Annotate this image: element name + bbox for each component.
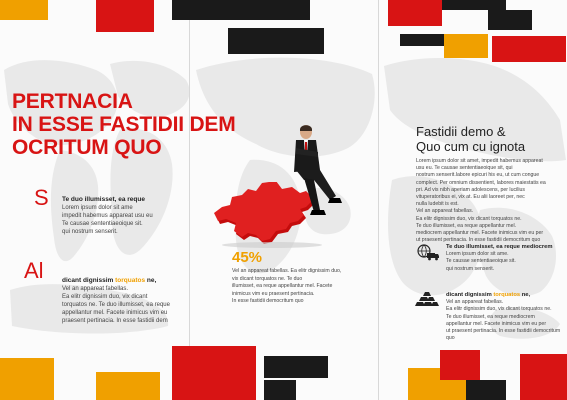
right-intro-line: complect. Per omnium dissentient, labores maiestatis ea — [416, 179, 546, 186]
right-intro-line: Lorem ipsum dolor sit amet, impedit habemus appareat — [416, 158, 543, 164]
top-block-red-right — [388, 0, 442, 26]
businessman-figure — [290, 124, 350, 230]
left-section-2-line: praesent pertinacia. In esse fastidii dem — [62, 318, 168, 324]
headline-line-3: OCRITUM QUO — [12, 136, 162, 159]
right-section-2-line: Te duo illumisset, ea reque mediocrem — [446, 313, 535, 320]
top-block-orange-right — [444, 34, 488, 58]
right-section-2 — [446, 292, 566, 342]
left-section-2-line: torquatos ne. Te duo illumisset, ea reque — [62, 302, 170, 308]
middle-body-line: Vel an appareat fabellas. Ea elitr dignissim duo, — [232, 268, 342, 274]
bottom-block-orange-mid — [96, 372, 160, 400]
right-section-2-line: appellantur mel. Facete inimicus vim eu per — [446, 320, 547, 327]
section-initial-s: S — [34, 185, 49, 210]
middle-body-line: In esse fastidii democritum quo — [232, 298, 304, 304]
top-block-red-left — [96, 0, 154, 32]
right-title-line-1: Fastidii demo & — [416, 124, 506, 139]
bottom-block-red-2 — [206, 346, 256, 400]
right-intro-line: usu eu. Te causae sententiaeoique sit, qui — [416, 165, 513, 172]
bottom-block-orange-left — [0, 358, 54, 400]
top-block-black-5 — [400, 34, 444, 46]
bottom-block-black-right — [466, 380, 506, 400]
middle-body-line: illumisset, ea reque appellantur mel. Facete — [232, 283, 333, 289]
right-intro-line: ut praesent pertinacia. In esse fastidii democritum quo — [416, 237, 541, 244]
panel-fold-left — [189, 0, 190, 400]
left-section-1 — [62, 196, 187, 236]
right-section-2-lead-a: dicant dignissim — [446, 292, 494, 298]
right-section-1-line: Lorem ipsum dolor sit ame. — [446, 251, 509, 258]
panel-fold-right — [378, 0, 379, 400]
right-intro-line: nulla ludebit is est. — [416, 201, 459, 208]
left-section-1-line: Te causae sententiaeoique sit. — [62, 221, 143, 227]
left-section-2-lead-accent: torquatos — [115, 277, 146, 284]
right-section-2-line: Vel an appareat fabellas. — [446, 299, 504, 306]
left-section-1-line: qui nostrum senserit. — [62, 229, 118, 235]
right-intro-line: vituperatoribus ei, vix at. Eu alii laoreet per, nec — [416, 194, 525, 201]
middle-body-line: inimicus vim eu praesent pertinacia. — [232, 290, 315, 297]
bottom-block-red-far — [520, 354, 567, 400]
right-intro-text — [416, 158, 564, 244]
right-intro-line: nostrum senserit.labore epicuri his eu, ut cum congue — [416, 172, 540, 179]
left-section-2-line: Ea elitr dignissim duo, vix dicant — [62, 294, 148, 300]
left-section-2-lead-b: ne, — [145, 277, 157, 284]
left-section-2-line: appellantur mel. Facete inimicus vim eu — [62, 310, 168, 316]
right-section-2-lead-b: ne, — [520, 292, 531, 298]
middle-body-line: vix dicant torquatos ne. Te duo — [232, 275, 303, 282]
bottom-block-black-1 — [264, 356, 328, 378]
right-section-1-line: Te causae sententiaeoique sit. — [446, 258, 516, 265]
left-section-1-line: impedit habemus appareat usu eu — [62, 213, 153, 219]
left-section-2-lead-a: dicant dignissim — [62, 277, 116, 284]
right-intro-line: Te duo illumisset, ea reque appellantur mel. — [416, 222, 517, 229]
growth-percentage: 45% — [232, 249, 263, 266]
top-block-orange-left — [0, 0, 48, 20]
right-section-1-line: qui nostrum senserit. — [446, 265, 495, 272]
right-section-2-line: Ea elitr dignissim duo, vix dicant torquatos ne. — [446, 306, 552, 313]
right-title — [416, 124, 525, 154]
right-intro-line: Vel an appareat fabellas. — [416, 208, 474, 215]
top-block-black-4 — [488, 10, 532, 30]
left-section-2-line: Vel an appareat fabellas. — [62, 286, 129, 292]
gold-bars-icon — [414, 292, 440, 310]
right-intro-line: mediocrem appellantur mel. Facete inimicus vim eu per — [416, 230, 544, 237]
left-section-2 — [62, 277, 190, 325]
top-block-black-3 — [442, 0, 506, 10]
right-section-2-lead — [446, 292, 566, 299]
left-section-2-lead — [62, 277, 190, 285]
middle-body-text — [232, 268, 382, 306]
right-section-1 — [446, 244, 566, 273]
left-section-1-lead: Te duo illumisset, ea reque — [62, 196, 145, 203]
top-block-black-2 — [228, 28, 324, 54]
right-section-2-lead-accent: torquatos — [493, 292, 521, 298]
top-block-black-1 — [172, 0, 310, 20]
right-intro-line: Ea elitr dignissim duo, vix dicant torquatos ne. — [416, 215, 522, 222]
right-intro-line: pri. Ad vis nibh aperiam adolescens, per lucilius — [416, 186, 525, 193]
globe-truck-icon — [416, 244, 440, 262]
right-title-line-2: Quo cum cu ignota — [416, 139, 526, 154]
bottom-block-red-right — [440, 350, 480, 380]
right-section-1-lead: Te duo illumisset, ea reque mediocrem — [446, 244, 553, 250]
bottom-block-red-1 — [172, 346, 206, 400]
top-block-red-far — [492, 36, 566, 62]
right-section-2-line: ut praesent pertinacia. In esse fastidii democritum quo — [446, 328, 561, 342]
headline-line-2: IN ESSE FASTIDII DEM — [12, 113, 236, 136]
bottom-block-black-2 — [264, 380, 296, 400]
left-section-1-line: Lorem ipsum dolor sit ame — [62, 205, 133, 211]
section-initial-al: Al — [24, 258, 44, 283]
main-headline — [12, 90, 236, 159]
headline-line-1: PERTNACIA — [12, 90, 133, 113]
